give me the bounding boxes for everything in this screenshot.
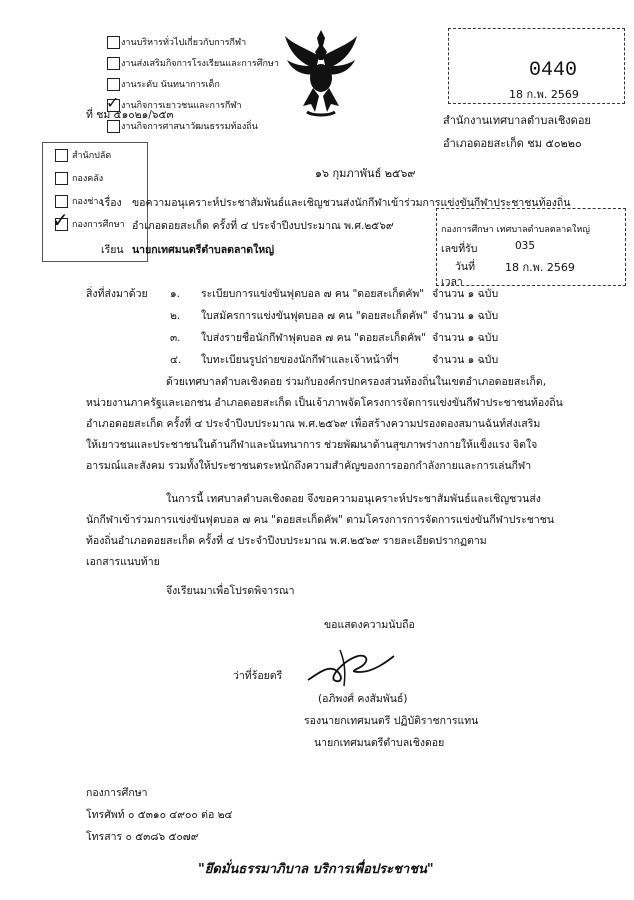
routing-item: งานส่งเสริมกิจการโรงเรียนและการศึกษา: [121, 59, 279, 69]
stamp-date-label: วันที่: [455, 261, 475, 273]
signer-name: (อภิพงศ์ คงสัมพันธ์): [318, 693, 408, 705]
stamp-time-label: เวลา: [441, 276, 463, 288]
acting-prefix: ว่าที่ร้อยตรี: [233, 670, 283, 682]
paragraph-line: ในการนี้ เทศบาลตำบลเชิงดอย จึงขอความอนุเคราะห์ประชาสัมพันธ์และเชิญชวนส่ง: [166, 493, 541, 505]
paragraph-line: ท้องถิ่นอำเภอดอยสะเก็ด ครั้งที่ ๔ ประจำปีงบประมาณ พ.ศ.๒๕๖๙ รายละเอียดปรากฏตาม: [86, 535, 487, 547]
receipt-number: 0440: [529, 59, 578, 82]
enclosure-text: ใบสมัครการแข่งขันฟุตบอล ๗ คน "ดอยสะเก็ดคัพ": [201, 310, 428, 322]
routing-checkbox[interactable]: [107, 57, 120, 70]
signer-title-1: รองนายกเทศมนตรี ปฏิบัติราชการแทน: [304, 715, 479, 727]
enclosure-number: ๑.: [170, 288, 181, 300]
subject-line-1: ขอความอนุเคราะห์ประชาสัมพันธ์และเชิญชวนส่งนักกีฬาเข้าร่วมการแข่งขันกีฬาประชาชนท้องถิ่น: [132, 197, 571, 209]
sender-office: สำนักงานเทศบาลตำบลเชิงดอย: [443, 114, 591, 127]
recipient-value: นายกเทศมนตรีตำบลตลาดใหญ่: [132, 244, 275, 256]
closing-salutation: ขอแสดงความนับถือ: [324, 619, 415, 631]
paragraph-line: อำเภอดอยสะเก็ด ครั้งที่ ๔ ประจำปีงบประมาณ พ.ศ.๒๕๖๙ เพื่อสร้างความปรองดองสมานฉันท์ส่งเสริม: [86, 418, 541, 430]
enclosure-qty: จำนวน ๑ ฉบับ: [432, 288, 499, 300]
enclosure-number: ๒.: [170, 310, 181, 322]
stamp-title: กองการศึกษา เทศบาลตำบลตลาดใหญ่: [441, 225, 590, 235]
stamp-no-value: 035: [515, 240, 536, 252]
department-receive-stamp: [436, 208, 626, 286]
enclosure-text: ระเบียบการแข่งขันฟุตบอล ๗ คน "ดอยสะเก็ดคัพ": [201, 288, 425, 300]
enclosure-qty: จำนวน ๑ ฉบับ: [432, 332, 499, 344]
department-item: กองช่าง: [72, 197, 103, 207]
routing-checkbox[interactable]: [107, 78, 120, 91]
enclosures-label: สิ่งที่ส่งมาด้วย: [86, 288, 148, 300]
stamp-no-label: เลขที่รับ: [441, 243, 478, 255]
routing-checkbox[interactable]: [55, 195, 68, 208]
routing-item: งานระดับ นันทนาการเด็ก: [121, 80, 220, 90]
closing-request: จึงเรียนมาเพื่อโปรดพิจารณา: [166, 585, 295, 597]
checkmark-icon: ✓: [106, 93, 120, 112]
enclosure-qty: จำนวน ๑ ฉบับ: [432, 354, 499, 366]
paragraph-line: ให้เยาวชนและประชาชนในด้านกีฬาและนันทนาการ ช่วยพัฒนาด้านสุขภาพร่างกายให้แข็งแรง จิตใจ: [86, 439, 538, 451]
enclosure-qty: จำนวน ๑ ฉบับ: [432, 310, 499, 322]
paragraph-line: เอกสารแนบท้าย: [86, 556, 160, 568]
recipient-label: เรียน: [101, 244, 124, 256]
receipt-date: 18 ก.พ. 2569: [509, 88, 579, 101]
enclosure-text: ใบทะเบียนรูปถ่ายของนักกีฬาและเจ้าหน้าที่ฯ: [201, 354, 399, 366]
routing-item: งานกิจการเยาวชนและการกีฬา: [121, 101, 242, 111]
footer-phone: โทรศัพท์ ๐ ๕๓๑๐ ๔๙๐๐ ต่อ ๒๔: [86, 809, 233, 821]
paragraph-line: ด้วยเทศบาลตำบลเชิงดอย ร่วมกับองค์กรปกครองส่วนท้องถิ่นในเขตอำเภอดอยสะเก็ด,: [166, 376, 547, 388]
subject-label: เรื่อง: [101, 197, 122, 209]
footer-motto: "ยึดมั่นธรรมาภิบาล บริการเพื่อประชาชน": [198, 862, 434, 877]
signer-title-2: นายกเทศมนตรีตำบลเชิงดอย: [314, 737, 445, 749]
routing-item: งานกิจการศาสนาวัฒนธรรมท้องถิ่น: [121, 122, 258, 132]
paragraph-line: หน่วยงานภาครัฐและเอกชน อำเภอดอยสะเก็ด เป็นเจ้าภาพจัดโครงการจัดการแข่งขันกีฬาประชาชนท้องถิ่น: [86, 397, 563, 409]
routing-checkbox[interactable]: [55, 149, 68, 162]
reference-number: ที่ ชม ๕๑๐๒๑/๖๕๓: [86, 109, 174, 121]
subject-line-2: อำเภอดอยสะเก็ด ครั้งที่ ๔ ประจำปีงบประมาณ พ.ศ.๒๕๖๙: [132, 220, 394, 232]
department-item: กองการศึกษา: [72, 220, 125, 230]
stamp-date-value: 18 ก.พ. 2569: [505, 261, 575, 274]
routing-checkbox[interactable]: [55, 172, 68, 185]
handwritten-signature: [300, 642, 400, 690]
routing-item: งานบริหารทั่วไปเกี่ยวกับการกีฬา: [121, 38, 247, 48]
enclosure-number: ๓.: [170, 332, 181, 344]
department-item: สำนักปลัด: [72, 151, 112, 161]
garuda-emblem-icon: [283, 26, 359, 118]
sender-address: อำเภอดอยสะเก็ด ชม ๕๐๒๒๐: [443, 137, 582, 150]
paragraph-line: นักกีฬาเข้าร่วมการแข่งขันฟุตบอล ๗ คน "ดอยสะเก็ดคัพ" ตามโครงการการจัดการแข่งขันกีฬาประชาชน: [86, 514, 555, 526]
routing-checkbox[interactable]: [107, 36, 120, 49]
enclosure-text: ใบส่งรายชื่อนักกีฬาฟุตบอล ๗ คน "ดอยสะเก็ดคัพ": [201, 332, 426, 344]
department-item: กองคลัง: [72, 174, 104, 184]
footer-division: กองการศึกษา: [86, 787, 148, 799]
letter-date: ๑๖ กุมภาพันธ์ ๒๕๖๙: [315, 167, 416, 180]
paragraph-line: อารมณ์และสังคม รวมทั้งให้ประชาชนตระหนักถึงความสำคัญของการออกกำลังกายและการเล่นกีฬา: [86, 460, 532, 472]
receipt-stamp: [448, 28, 625, 104]
enclosure-number: ๔.: [170, 354, 182, 366]
footer-fax: โทรสาร ๐ ๕๓๘๖ ๕๐๗๙: [86, 831, 199, 843]
checkmark-icon: ✓: [52, 208, 69, 232]
